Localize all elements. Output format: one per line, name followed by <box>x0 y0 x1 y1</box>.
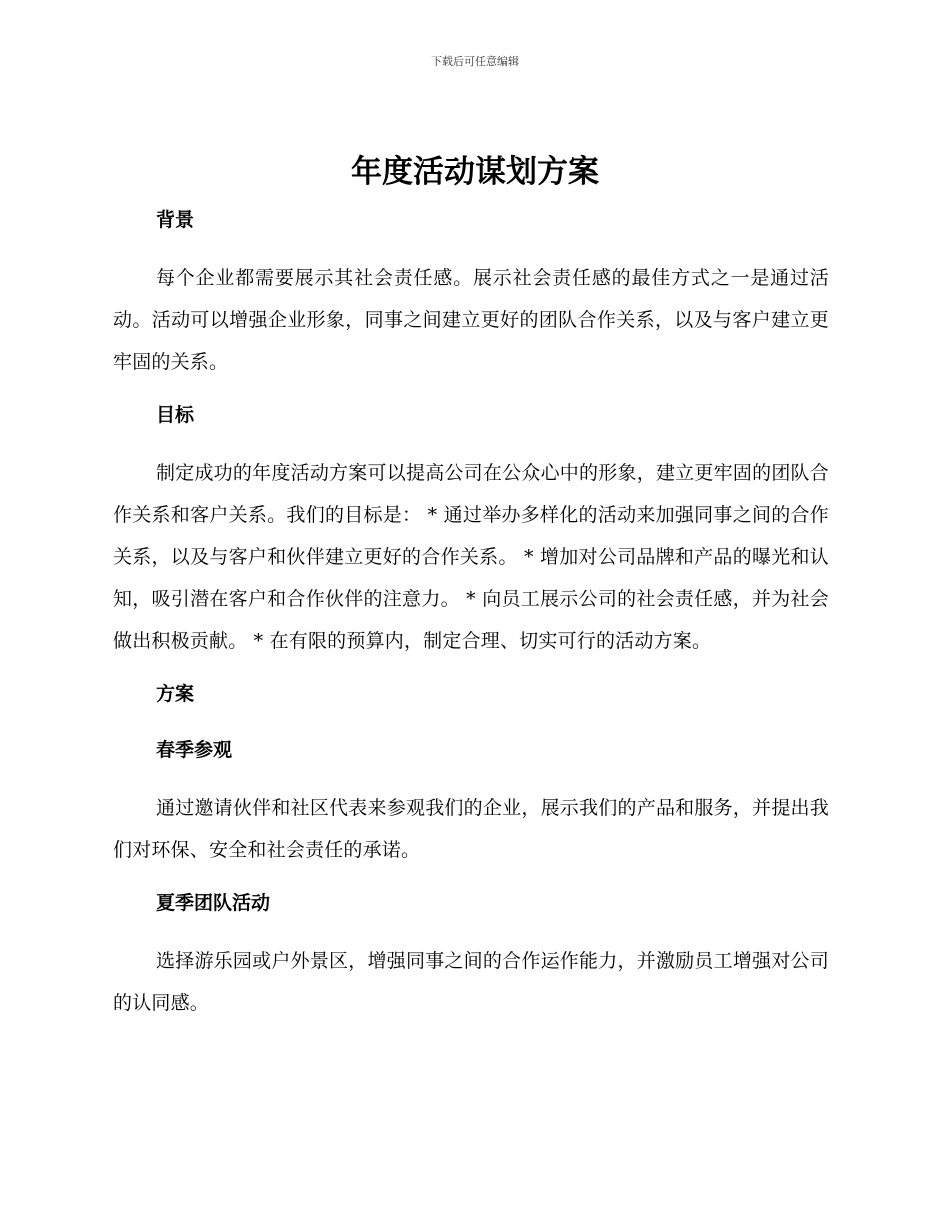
document-body <box>113 200 829 1024</box>
section-heading-plan: 方案 <box>156 683 195 705</box>
subsection-heading-spring: 春季参观 <box>156 739 233 761</box>
section-heading-background: 背景 <box>156 209 195 231</box>
subsection-heading-summer: 夏季团队活动 <box>156 892 271 914</box>
paragraph-spring: 通过邀请伙伴和社区代表来参观我们的企业，展示我们的产品和服务，并提出我们对环保、安全和社会责任的承诺。 <box>113 797 829 861</box>
paragraph-background: 每个企业都需要展示其社会责任感。展示社会责任感的最佳方式之一是通过活动。活动可以增强企业形象，同事之间建立更好的团队合作关系，以及与客户建立更牢固的关系。 <box>113 267 829 373</box>
section-heading-goals: 目标 <box>156 404 195 426</box>
document-title: 年度活动谋划方案 <box>351 154 599 190</box>
paragraph-summer: 选择游乐园或户外景区，增强同事之间的合作运作能力，并激励员工增强对公司的认同感。 <box>113 950 829 1014</box>
page-header-note: 下载后可任意编辑 <box>431 55 519 68</box>
paragraph-goals: 制定成功的年度活动方案可以提高公司在公众心中的形象，建立更牢固的团队合作关系和客户关系。我们的目标是： * 通过举办多样化的活动来加强同事之间的合作关系，以及与客户和伙伴建立更好的合作关系。 * 增加对公司品牌和产品的曝光和认知，吸引潜在客户和合作伙伴的注意力。 * 向员工展示公司的社会责任感，并为社会做出积极贡献。 * 在有限的预算内，制定合理、切实可行的活动方案。 <box>113 462 829 652</box>
